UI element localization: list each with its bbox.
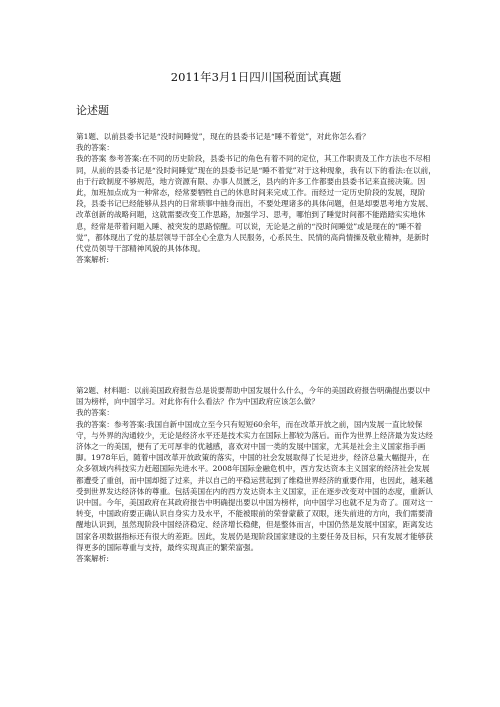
document-title: 2011年3月1日四川国税面试真题 bbox=[170, 70, 342, 84]
question-block-2 bbox=[76, 385, 436, 564]
question-block-1 bbox=[76, 131, 436, 265]
answer-label: 我的答案： bbox=[76, 408, 114, 418]
question-text: 第1题、以前县委书记是“没时间睡觉”，现在的县委书记是“睡不着觉”，对此你怎么看？ bbox=[76, 132, 370, 141]
analysis-label: 答案解析: bbox=[76, 554, 109, 564]
answer-label: 我的答案： bbox=[76, 143, 114, 153]
analysis-label: 答案解析: bbox=[76, 255, 109, 265]
answer-text: 我的答案 参考答案:在不同的历史阶段，县委书记的角色有着不同的定位，其工作职责及工作方法也不尽相同，从前的县委书记是“没时间睡觉”现在的县委书记是“睡不着觉”对于这种现象，我有以下的看法:在以前，由于行政制度不够规范，地方资源有限、办事人员匮乏，县内的许多工作都要由县委书记来直接决策。因此，加班加点成为一种常态，经常要牺牲自己的休息时间来完成工作。而经过一定历史阶段的发展，现阶段，县委书记已经能够从县内的日常琐事中抽身而出，不要处理诸多的具体问题，但是却要思考地方发展、改革创新的战略问题，这就需要改变工作思路，加强学习、思考，哪怕到了睡觉时间都不能踏踏实实地休息，经常是带着问题入睡、被突发的思路惊醒。可以说，无论是之前的“没时间睡觉”或是现在的“睡不着觉”，都体现出了党的基层领导干部全心全意为人民服务，心系民生、民情的高尚情操及敬业精神，是新时代党员领导干部精神风貌的具体体现。 bbox=[76, 154, 436, 254]
answer-text: 我的答案：参考答案:我国自新中国成立至今只有短短60余年，而在改革开放之前，国内发展一直比较保守，与外界的沟通较少，无论是经济水平还是技术实力在国际上都较为落后。而作为世界上经济最为发达经济体之一的美国，便有了无可厚非的优越感，喜欢对中国一类的发展中国家，尤其是社会主义国家指手画脚。1978年后，随着中国改革开放政策的落实，中国的社会发展取得了长足进步，经济总量大幅提升，在众多领域内科技实力赶超国际先进水平。2008年国际金融危机中，西方发达资本主义国家的经济社会发展都遭受了重创，而中国却挺了过来，并以自己的平稳运营起到了维稳世界经济的重要作用，也因此，越来越受到世界发达经济体的尊重。包括美国在内的西方发达资本主义国家，正在逐步改变对中国的态度，重新认识中国。今年，美国政府在其政府报告中明确提出要以中国为榜样，向中国学习也就不足为奇了。面对这一转变，中国政府要正确认识自身实力及水平，不能被眼前的荣誉蒙蔽了双眼，迷失前进的方向，我们需要清醒地认识到，虽然现阶段中国经济稳定、经济增长稳健，但是整体而言，中国仍然是发展中国家，距离发达国家各项数据指标还有很大的差距。因此，发展仍是现阶段国家建设的主要任务及目标，只有发展才能够获得更多的国际尊重与支持，最终实现真正的繁荣富强。 bbox=[76, 419, 433, 552]
section-heading: 论述题 bbox=[76, 104, 109, 117]
question-text: 第2题、材料题：以前美国政府报告总是说要帮助中国发展什么什么，今年的美国政府报告明确提出要以中国为榜样，向中国学习。对此你有什么看法？作为中国政府应该怎么做？ bbox=[76, 386, 431, 407]
